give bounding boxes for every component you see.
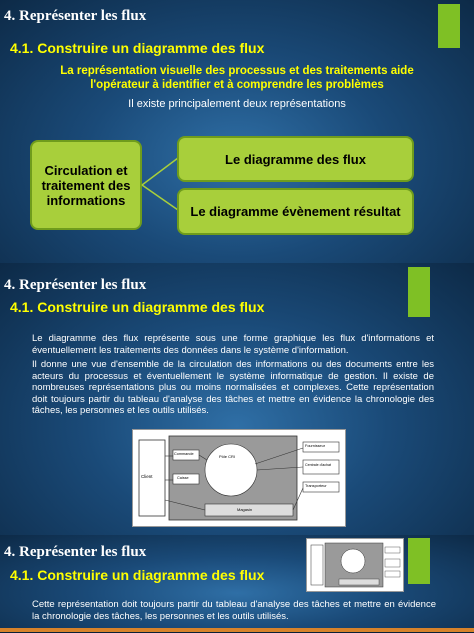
accent-bar [408,538,430,584]
figure-transporteur: Transporteur [305,484,327,488]
connector-lines [140,150,180,220]
figure-caisse: Caisse [177,476,189,480]
accent-bar [438,4,460,48]
figure-centrale: Centrale d'achat [305,463,332,467]
slide-subheading: 4.1. Construire un diagramme des flux [10,299,265,315]
thumbnail-diagram [307,539,403,591]
slide-heading: 4. Représenter les flux [4,277,147,293]
figure-title: BUT SA [173,430,194,436]
note-text: Il existe principalement deux représentations [128,98,346,110]
accent-bar [408,267,430,317]
slide-2 [0,263,474,536]
figure-commande: Commande [174,452,194,456]
slide-1 [0,0,474,264]
flow-diagram-figure [132,429,346,527]
intro-line-1: La représentation visuelle des processus et des traitements aide [60,65,414,77]
paragraph-1: Le diagramme des flux représente sous une forme graphique les flux d'informations et éventuellement les traitements des données dans le système d'information. [32,333,434,356]
figure-center-title: Pôle CRI [219,454,236,459]
slide-subheading: 4.1. Construire un diagramme des flux [10,40,265,56]
paragraph: Cette représentation doit toujours partir du tableau d'analyse des tâches et mettre en évidence la chronologie des tâches, les personnes et les outils utilisés. [32,599,436,622]
thumbnail-figure [306,538,404,592]
figure-magasin: Magasin [237,507,253,512]
diagram-flux-box: Le diagramme des flux [177,136,414,182]
paragraph-2: Il donne une vue d'ensemble de la circulation des informations ou des documents entre les acteurs du processus et éventuellement le système informatique de gestion. Il existe de nombreuses représentations plus ou moins normalisées et complexes. Cette représentation doit toujours partir du tableau d'analyse des tâches et mettre en évidence la chronologie des tâches, les personnes et les outils utilisés. [32,359,434,417]
thumbnail-title: BUT SA [327,539,341,543]
slide-heading: 4. Représenter les flux [4,544,147,560]
diagram-evenement-box: Le diagramme évènement résultat [177,188,414,235]
bottom-accent-bar [0,628,474,632]
figure-client: Client [141,474,153,479]
figure-fournisseur: Fournisseur [305,444,326,448]
left-box-line-2: traitement des [41,177,131,193]
slide-3 [0,535,474,633]
slide-heading: 4. Représenter les flux [4,8,147,24]
left-box-line-3: informations [46,192,126,208]
intro-line-2: l'opérateur à identifier et à comprendre les problèmes [90,79,384,91]
circulation-box [30,140,142,230]
intro-text [20,64,454,92]
slide-subheading: 4.1. Construire un diagramme des flux [10,567,265,583]
left-box-line-1: Circulation et [44,162,128,178]
